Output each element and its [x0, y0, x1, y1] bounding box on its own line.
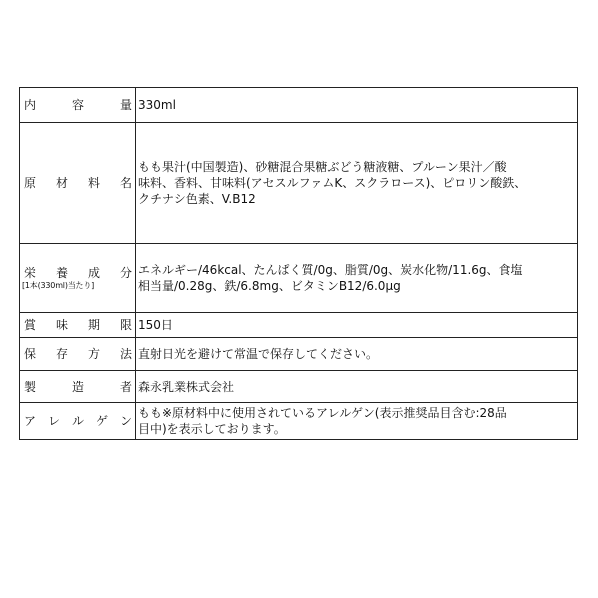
key-char: ア	[24, 414, 37, 428]
key-char: 味	[55, 318, 68, 332]
key-char: 期	[87, 318, 100, 332]
key-best-before	[20, 313, 136, 338]
row-nutrition	[20, 244, 578, 313]
key-label	[24, 175, 132, 191]
value-manufacturer	[136, 371, 578, 403]
value-nutrition	[136, 244, 578, 313]
value-line: 直射日光を避けて常温で保存してください。	[138, 347, 379, 361]
key-char: ル	[71, 414, 84, 428]
key-char: 法	[119, 347, 132, 361]
key-char: 方	[87, 347, 100, 361]
key-char: ゲ	[95, 414, 108, 428]
key-char: 分	[119, 266, 132, 280]
key-char: 保	[24, 347, 37, 361]
key-char: ン	[119, 414, 132, 428]
key-char: 料	[87, 176, 100, 190]
row-manufacturer	[20, 371, 578, 403]
key-char: 製	[24, 379, 37, 394]
key-char: 名	[119, 176, 132, 190]
key-nutrition	[20, 244, 136, 313]
key-sublabel-per-bottle: [1本(330ml)当たり]	[22, 281, 95, 290]
value-allergens	[136, 403, 578, 440]
key-char: 存	[55, 347, 68, 361]
key-label	[24, 346, 132, 362]
key-char: 造	[71, 379, 84, 394]
value-line: クチナシ色素、V.B12	[138, 192, 256, 206]
key-label	[24, 317, 132, 333]
row-ingredients	[20, 123, 578, 244]
key-char: 栄	[24, 266, 37, 280]
value-storage	[136, 338, 578, 371]
key-char: 者	[119, 379, 132, 394]
key-label	[24, 97, 132, 113]
key-allergens	[20, 403, 136, 440]
key-char: 材	[55, 176, 68, 190]
row-content-volume	[20, 88, 578, 123]
key-char: レ	[47, 414, 60, 428]
row-storage	[20, 338, 578, 371]
value-best-before	[136, 313, 578, 338]
product-label-table	[19, 87, 578, 440]
key-char: 成	[87, 266, 100, 280]
key-label	[24, 265, 132, 281]
value-line: 味料、香料、甘味料(アセスルファムK、スクラロース)、ピロリン酸鉄、	[138, 176, 527, 190]
value-line: エネルギー/46kcal、たんぱく質/0g、脂質/0g、炭水化物/11.6g、食塩	[138, 263, 523, 277]
key-char: 原	[24, 176, 37, 190]
value-line: 330ml	[138, 98, 176, 112]
key-label	[24, 413, 132, 429]
key-char: 養	[55, 266, 68, 280]
value-line: もも果汁(中国製造)、砂糖混合果糖ぶどう糖液糖、プルーン果汁／酸	[138, 160, 507, 174]
key-storage	[20, 338, 136, 371]
key-manufacturer	[20, 371, 136, 403]
value-line: 目中)を表示しております。	[138, 422, 286, 436]
key-label	[24, 379, 132, 395]
value-line: 150日	[138, 318, 173, 332]
value-line: もも※原材料中に使用されているアレルゲン(表示推奨品目含む:28品	[138, 406, 507, 420]
value-content-volume	[136, 88, 578, 123]
key-content-volume	[20, 88, 136, 123]
row-best-before	[20, 313, 578, 338]
value-line: 相当量/0.28g、鉄/6.8mg、ビタミンB12/6.0μg	[138, 279, 401, 293]
value-ingredients	[136, 123, 578, 244]
key-char: 量	[119, 98, 132, 112]
key-char: 限	[119, 318, 132, 332]
key-char: 容	[71, 98, 84, 112]
value-line: 森永乳業株式会社	[138, 379, 235, 394]
row-allergens	[20, 403, 578, 440]
key-ingredients	[20, 123, 136, 244]
key-char: 賞	[24, 318, 37, 332]
key-char: 内	[24, 98, 37, 112]
